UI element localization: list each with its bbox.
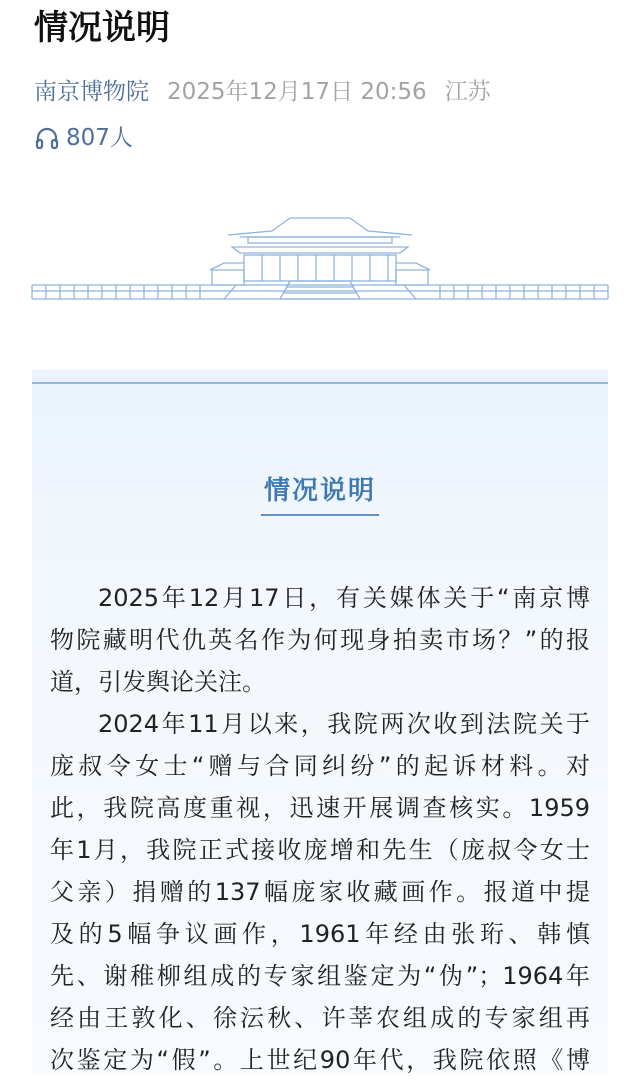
- paragraph-line: 道，引发舆论关注。: [50, 668, 266, 696]
- paragraph-line: 物院藏明代仇英名作为何现身拍卖市场？”的报: [50, 626, 590, 654]
- paragraph-line: 此，我院高度重视，迅速开展调查核实。1959: [50, 794, 590, 822]
- paragraph-line: 经由王敦化、徐沄秋、许莘农组成的专家组再: [50, 1004, 590, 1032]
- notice-panel: [32, 370, 608, 1073]
- paragraph-line: 年1月，我院正式接收庞增和先生（庞叔令女士: [50, 836, 590, 864]
- panel-divider: [32, 382, 608, 384]
- listen-count[interactable]: [34, 123, 606, 153]
- paragraph-line: 及的5幅争议画作，1961年经由张珩、韩慎: [50, 920, 590, 948]
- paragraph-line: 2025年12月17日，有关媒体关于“南京博: [98, 584, 590, 612]
- notice-paragraph-1: [50, 577, 590, 703]
- paragraph-line: 次鉴定为“假”。上世纪90年代，我院依照《博: [50, 1046, 590, 1074]
- museum-building-illustration: [0, 215, 640, 315]
- publish-date: 2025年12月17日 20:56: [167, 79, 427, 105]
- headphones-icon: [34, 125, 60, 151]
- paragraph-line: 父亲）捐赠的137幅庞家收藏画作。报道中提: [50, 878, 590, 906]
- notice-heading: 情况说明: [263, 476, 376, 506]
- paragraph-line: 2024年11月以来，我院两次收到法院关于: [98, 710, 590, 738]
- paragraph-line: 先、谢稚柳组成的专家组鉴定为“伪”；1964年: [50, 962, 590, 990]
- paragraph-line: 庞叔令女士“赠与合同纠纷”的起诉材料。对: [50, 752, 590, 780]
- article-meta: [34, 77, 606, 107]
- article-header: [0, 0, 640, 153]
- publish-region: 江苏: [444, 79, 491, 105]
- listen-count-text: 807人: [66, 125, 133, 151]
- notice-paragraph-2: [50, 703, 590, 1081]
- heading-underline: [261, 514, 379, 516]
- source-account-link[interactable]: 南京博物院: [34, 79, 149, 105]
- article-title: 情况说明: [34, 8, 170, 48]
